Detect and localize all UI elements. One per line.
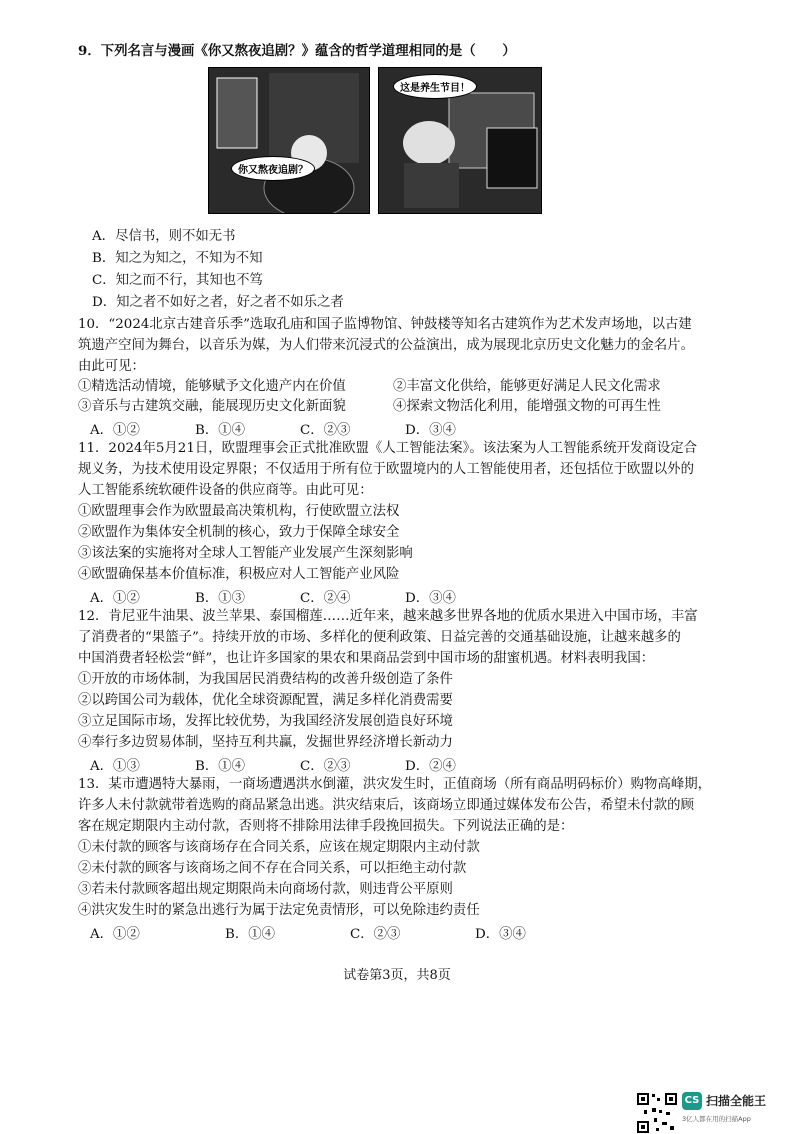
q13-item-1: ①未付款的顾客与该商场存在合同关系，应该在规定期限内主动付款 bbox=[78, 840, 480, 855]
q12-line-2: 了消费者的“果篮子”。持续开放的市场、多样化的便利政策、日益完善的交通基础设施，让越来越多的 bbox=[78, 630, 681, 645]
q9-stem: 9．下列名言与漫画《你又熬夜追剧？》蕴含的哲学道理相同的是（ ） bbox=[78, 43, 516, 59]
q9-option-c: C．知之而不行，其知也不笃 bbox=[92, 273, 263, 288]
q12-option-b: B．①④ bbox=[195, 759, 246, 774]
q9-option-b: B．知之为知之，不知为不知 bbox=[92, 251, 263, 266]
q10-options bbox=[90, 419, 456, 438]
q11-item-4: ④欧盟确保基本价值标准，积极应对人工智能产业风险 bbox=[78, 567, 400, 582]
q11-option-a: A．①② bbox=[90, 591, 140, 606]
q13-option-d: D．③④ bbox=[475, 927, 526, 942]
q10-option-c: C．②③ bbox=[300, 423, 351, 438]
q13-item-3: ③若未付款顾客超出规定期限尚未向商场付款，则违背公平原则 bbox=[78, 882, 453, 897]
qr-code-icon bbox=[636, 1092, 678, 1134]
q13-options bbox=[90, 923, 526, 942]
q10-line-3: 由此可见： bbox=[78, 359, 145, 374]
scanner-tagline: 3亿人都在用的扫描App bbox=[682, 1115, 751, 1123]
q10-line-1: 10．“2024北京古建音乐季”选取孔庙和国子监博物馆、钟鼓楼等知名古建筑作为艺术发声场地，以古建 bbox=[78, 317, 692, 332]
q12-option-a: A．①③ bbox=[90, 759, 140, 774]
q13-line-2: 许多人未付款就带着选购的商品紧急出逃。洪灾结束后，该商场立即通过媒体发布公告，希望未付款的顾 bbox=[78, 798, 694, 813]
q12-item-1: ①开放的市场体制，为我国居民消费结构的改善升级创造了条件 bbox=[78, 672, 453, 687]
q10-option-b: B．①④ bbox=[195, 423, 246, 438]
q10-item-4: ④探索文物活化利用，能增强文物的可再生性 bbox=[393, 399, 661, 414]
q11-options bbox=[90, 587, 456, 606]
q12-item-4: ④奉行多边贸易体制，坚持互利共赢，发掘世界经济增长新动力 bbox=[78, 735, 453, 750]
q13-option-b: B．①④ bbox=[225, 927, 276, 942]
scanner-name: 扫描全能王 bbox=[706, 1094, 767, 1108]
q10-option-a: A．①② bbox=[90, 423, 140, 438]
q11-line-2: 规义务，为技术使用设定界限；不仅适用于所有位于欧盟境内的人工智能使用者，还包括位于欧盟以外的 bbox=[78, 462, 694, 477]
q12-line-1: 12．肯尼亚牛油果、波兰苹果、泰国榴莲……近年来，越来越多世界各地的优质水果进入中国市场，丰富 bbox=[78, 609, 698, 624]
q9-option-a: A．尽信书，则不如无书 bbox=[92, 229, 236, 244]
q13-item-2: ②未付款的顾客与该商场之间不存在合同关系，可以拒绝主动付款 bbox=[78, 861, 467, 876]
comic-bubble-right: 这是养生节目！ bbox=[393, 74, 477, 99]
q13-line-1: 13．某市遭遇特大暴雨，一商场遭遇洪水倒灌，洪灾发生时，正值商场（所有商品明码标价）购物高峰期， bbox=[78, 777, 712, 792]
q10-option-d: D．③④ bbox=[405, 423, 456, 438]
q11-option-c: C．②④ bbox=[300, 591, 351, 606]
q12-line-3: 中国消费者轻松尝“鲜”，也让许多国家的果农和果商品尝到中国市场的甜蜜机遇。材料表明我国： bbox=[78, 651, 655, 666]
comic-right-panel bbox=[378, 67, 542, 214]
q13-item-4: ④洪灾发生时的紧急出逃行为属于法定免责情形，可以免除违约责任 bbox=[78, 903, 480, 918]
q11-line-1: 11．2024年5月21日，欧盟理事会正式批准欧盟《人工智能法案》。该法案为人工智能系统开发商设定合 bbox=[78, 441, 697, 456]
q10-item-3: ③音乐与古建筑交融，能展现历史文化新面貌 bbox=[78, 399, 346, 414]
q10-item-1: ①精选活动情境，能够赋予文化遗产内在价值 bbox=[78, 379, 346, 394]
q10-item-2: ②丰富文化供给，能够更好满足人民文化需求 bbox=[393, 379, 661, 394]
q13-line-3: 客在规定期限内主动付款，否则将不排除用法律手段挽回损失。下列说法正确的是： bbox=[78, 819, 574, 834]
q13-option-c: C．②③ bbox=[350, 927, 401, 942]
q11-item-3: ③该法案的实施将对全球人工智能产业发展产生深刻影响 bbox=[78, 546, 413, 561]
q11-item-1: ①欧盟理事会作为欧盟最高决策机构，行使欧盟立法权 bbox=[78, 504, 400, 519]
q9-option-d: D．知之者不如好之者，好之者不如乐之者 bbox=[92, 295, 344, 310]
q12-option-d: D．②④ bbox=[405, 759, 456, 774]
q10-line-2: 筑遗产空间为舞台，以音乐为媒，为人们带来沉浸式的公益演出，成为展现北京历史文化魅力的金名片。 bbox=[78, 338, 694, 353]
q12-item-2: ②以跨国公司为载体，优化全球资源配置，满足多样化消费需要 bbox=[78, 693, 453, 708]
page-footer: 试卷第3页，共8页 bbox=[343, 968, 451, 983]
q11-line-3: 人工智能系统软硬件设备的供应商等。由此可见： bbox=[78, 483, 373, 498]
q12-options bbox=[90, 755, 456, 774]
q11-option-d: D．③④ bbox=[405, 591, 456, 606]
comic-bubble-left: 你又熬夜追剧？ bbox=[231, 156, 315, 181]
camscanner-logo-icon: CS bbox=[682, 1092, 702, 1110]
q11-item-2: ②欧盟作为集体安全机制的核心，致力于保障全球安全 bbox=[78, 525, 400, 540]
q12-option-c: C．②③ bbox=[300, 759, 351, 774]
q12-item-3: ③立足国际市场，发挥比较优势，为我国经济发展创造良好环境 bbox=[78, 714, 453, 729]
comic-left-drawing bbox=[209, 68, 369, 213]
q13-option-a: A．①② bbox=[90, 927, 140, 942]
q11-option-b: B．①③ bbox=[195, 591, 246, 606]
comic-left-panel bbox=[208, 67, 370, 214]
